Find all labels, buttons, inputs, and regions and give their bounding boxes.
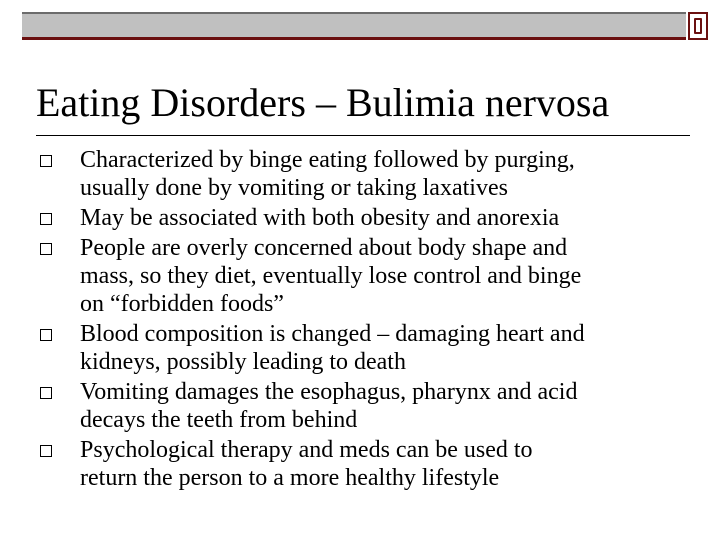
slide-title: Eating Disorders – Bulimia nervosa [36,80,610,125]
hollow-square-bullet-icon [40,155,52,167]
bullet-text [80,436,680,492]
bullet-line: People are overly concerned about body shape and [80,235,568,261]
bullet-list [40,146,680,494]
bullet-line: May be associated with both obesity and anorexia [80,205,560,231]
hollow-square-bullet-icon [40,243,52,255]
bullet-text [80,378,680,434]
bullet-text [80,146,680,202]
bullet-line: Psychological therapy and meds can be used to [80,437,533,463]
bullet-item [40,204,680,232]
bullet-line: kidneys, possibly leading to death [80,349,406,375]
hollow-square-bullet-icon [40,387,52,399]
bullet-line: decays the teeth from behind [80,407,358,433]
hollow-square-bullet-icon [40,213,52,225]
header-band [22,12,686,40]
bullet-text [80,234,680,318]
bullet-text [80,204,680,232]
corner-square-icon [688,12,708,40]
bullet-line: mass, so they diet, eventually lose control and binge [80,263,582,289]
bullet-line: usually done by vomiting or taking laxatives [80,175,508,201]
bullet-item [40,146,680,202]
bullet-item [40,234,680,318]
bullet-line: Vomiting damages the esophagus, pharynx and acid [80,379,578,405]
bullet-item [40,378,680,434]
bullet-text [80,320,680,376]
bullet-line: Blood composition is changed – damaging heart and [80,321,585,347]
bullet-item [40,436,680,492]
bullet-item [40,320,680,376]
hollow-square-bullet-icon [40,329,52,341]
bullet-line: on “forbidden foods” [80,291,284,317]
bullet-line: return the person to a more healthy lifestyle [80,465,500,491]
hollow-square-bullet-icon [40,445,52,457]
bullet-line: Characterized by binge eating followed by purging, [80,147,575,173]
title-divider [36,135,690,136]
